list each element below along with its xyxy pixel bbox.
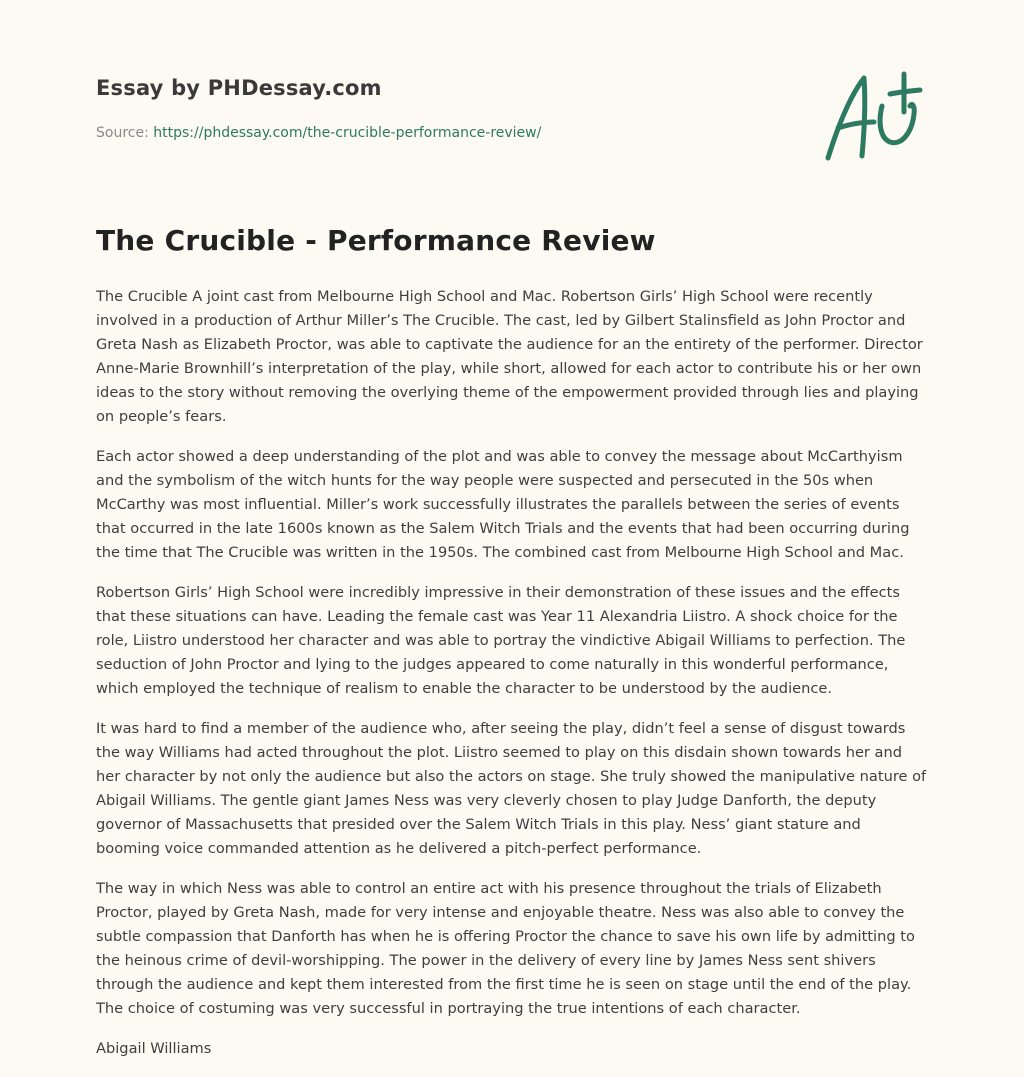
essay-paragraph: The way in which Ness was able to control an entire act with his presence throughout the trials of Elizabeth Proctor, played by Greta Nash, made for very intense and enjoyable theatre. Ness was also able to convey the subtle compassion that Danforth has when he is offering Proctor the chance to save his own life by admitting to the heinous crime of devil-worshipping. The power in the delivery of every line by James Ness sent shivers through the audience and kept them interested from the first time he is seen on stage until the end of the play. The choice of costuming was very successful in portraying the true intentions of each character. [96, 880, 915, 1017]
page-header [96, 0, 928, 200]
source-link[interactable]: https://phdessay.com/the-crucible-performance-review/ [153, 125, 542, 141]
essay-page [96, 0, 928, 1057]
essay-paragraph: It was hard to find a member of the audience who, after seeing the play, didn’t feel a sense of disgust towards the way Williams had acted throughout the plot. Liistro seemed to play on this disdain shown towards her and her character by not only the audience but also the actors on stage. She truly showed the manipulative nature of Abigail Williams. The gentle giant James Ness was very cleverly chosen to play Judge Danforth, the deputy governor of Massachusetts that presided over the Salem Witch Trials in this play. Ness’ giant stature and booming voice commanded attention as he delivered a pitch-perfect performance. [96, 720, 927, 857]
essay-paragraph: Abigail Williams [96, 1040, 212, 1057]
site-name: Essay by PHDessay.com [96, 76, 382, 100]
source-line [96, 125, 541, 141]
essay-paragraph: The Crucible A joint cast from Melbourne High School and Mac. Robertson Girls’ High School were recently involved in a production of Arthur Miller’s The Crucible. The cast, led by Gilbert Stalinsfield as John Proctor and Greta Nash as Elizabeth Proctor, was able to captivate the audience for an the entirety of the performer. Director Anne-Marie Brownhill’s interpretation of the play, while short, allowed for each actor to contribute his or her own ideas to the story without removing the overlying theme of the empowerment provided through lies and playing on people’s fears. [96, 288, 923, 425]
essay-body [96, 285, 928, 1077]
a-plus-logo-icon [820, 66, 930, 166]
essay-paragraph: Robertson Girls’ High School were incredibly impressive in their demonstration of these issues and the effects that these situations can have. Leading the female cast was Year 11 Alexandria Liistro. A shock choice for the role, Liistro understood her character and was able to portray the vindictive Abigail Williams to perfection. The seduction of John Proctor and lying to the judges appeared to come naturally in this wonderful performance, which employed the technique of realism to enable the character to be understood by the audience. [96, 584, 906, 697]
essay-paragraph: Each actor showed a deep understanding of the plot and was able to convey the message about McCarthyism and the symbolism of the witch hunts for the way people were suspected and persecuted in the 50s when McCarthy was most influential. Miller’s work successfully illustrates the parallels between the series of events that occurred in the late 1600s known as the Salem Witch Trials and the events that had been occurring during the time that The Crucible was written in the 1950s. The combined cast from Melbourne High School and Mac. [96, 448, 910, 561]
source-label: Source: [96, 125, 149, 141]
page-title: The Crucible - Performance Review [96, 224, 656, 257]
